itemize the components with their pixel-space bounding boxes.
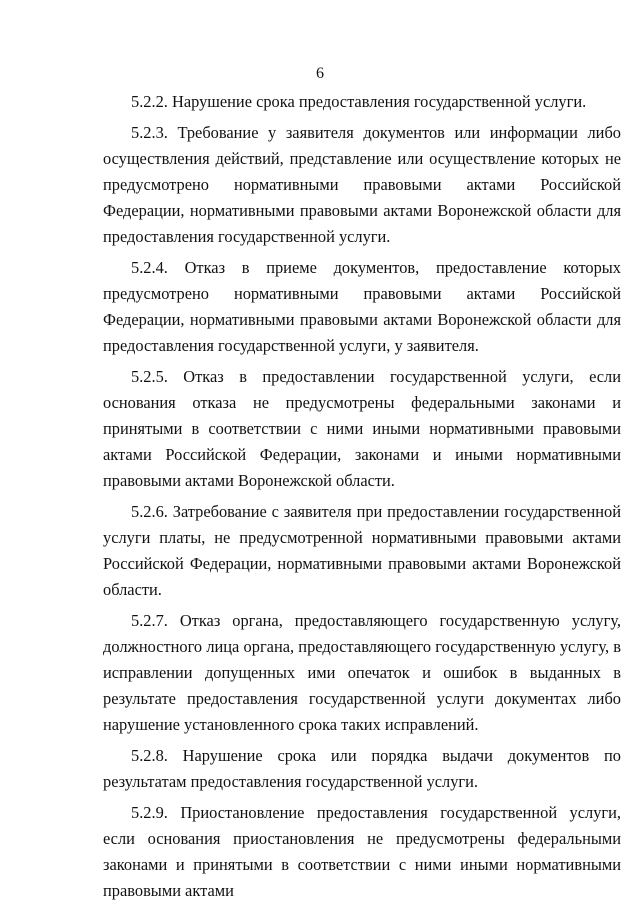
paragraph-5-2-6: 5.2.6. Затребование с заявителя при предоставлении государственной услуги платы, не предусмотренной нормативными правовыми актами Российской Федерации, нормативными правовыми актами Воронежской области. xyxy=(103,502,621,599)
paragraph-5-2-2: 5.2.2. Нарушение срока предоставления государственной услуги. xyxy=(131,92,587,111)
page-number: 6 xyxy=(316,65,324,82)
document-body xyxy=(103,89,621,909)
paragraph-5-2-3: 5.2.3. Требование у заявителя документов или информации либо осуществления действий, представление или осуществление которых не предусмотрено нормативными правовыми актами Российской Федерации, нормативными правовыми актами Воронежской области для предоставления государственной услуги. xyxy=(103,123,621,246)
paragraph-5-2-9: 5.2.9. Приостановление предоставления государственной услуги, если основания приостановления не предусмотрены федеральными законами и принятыми в соответствии с ними иными нормативными правовыми актами xyxy=(103,803,621,900)
paragraph-5-2-8: 5.2.8. Нарушение срока или порядка выдачи документов по результатам предоставления государственной услуги. xyxy=(103,746,621,791)
paragraph-5-2-4: 5.2.4. Отказ в приеме документов, предоставление которых предусмотрено нормативными правовыми актами Российской Федерации, нормативными правовыми актами Воронежской области для предоставления государственной услуги, у заявителя. xyxy=(103,258,621,355)
paragraph-5-2-5: 5.2.5. Отказ в предоставлении государственной услуги, если основания отказа не предусмотрены федеральными законами и принятыми в соответствии с ними иными нормативными правовыми актами Российской Федерации, законами и иными нормативными правовыми актами Воронежской области. xyxy=(103,367,621,490)
paragraph-5-2-7: 5.2.7. Отказ органа, предоставляющего государственную услугу, должностного лица органа, предоставляющего государственную услугу, в исправлении допущенных ими опечаток и ошибок в выданных в результате предоставления государственной услуги документах либо нарушение установленного срока таких исправлений. xyxy=(103,611,621,734)
